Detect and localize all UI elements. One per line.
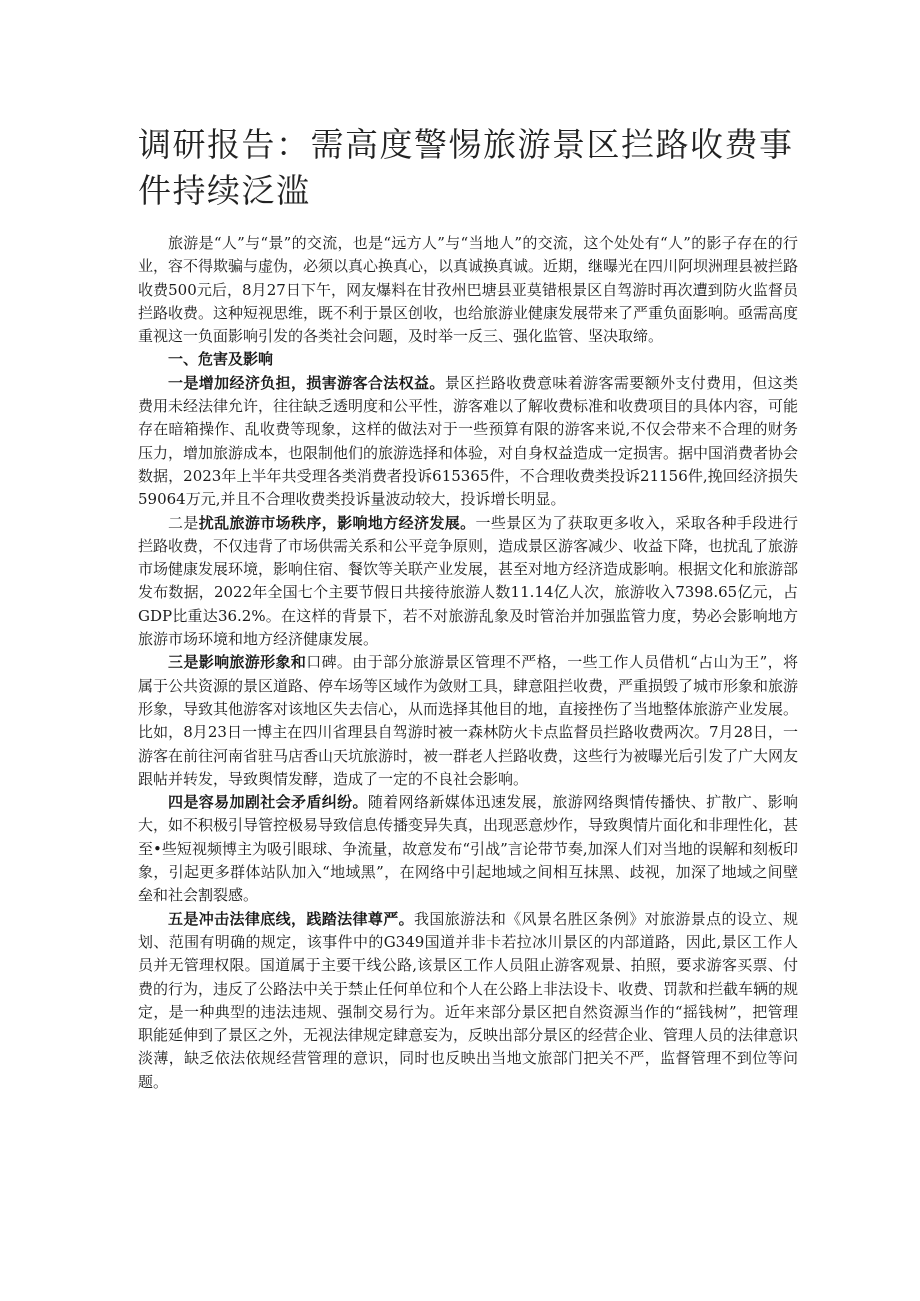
point-text: 景区拦路收费意味着游客需要额外支付费用，但这类费用未经法律允许，往往缺乏透明度和公平性，游客难以了解收费标准和收费项目的具体内容，可能存在暗箱操作、乱收费等现象，这样的做法对于一些预算有限的游客来说,不仅会带来不合理的财务压力，增加旅游成本，也限制他们的旅游选择和体验，对自身权益造成一定损害。据中国消费者协会数据，2023年上半年共受理各类消费者投诉615365件，不合理收费类投诉21156件,挽回经济损失59064万元,并且不合理收费类投诉量波动较大，投诉增长明显。 xyxy=(138,373,799,509)
point-lead-prefix: 二是 xyxy=(168,513,199,532)
point-paragraph-2 xyxy=(138,512,798,652)
point-paragraph-4 xyxy=(138,791,798,907)
point-text: 一些景区为了获取更多收入，采取各种手段进行拦路收费，不仅违背了市场供需关系和公平竞争原则，造成景区游客减少、收益下降，也扰乱了旅游市场健康发展环境，影响住宿、餐饮等关联产业发展，甚至对地方经济造成影响。根据文化和旅游部发布数据，2022年全国七个主要节假日共接待旅游人数11.14亿人次，旅游收入7398.65亿元，占GDP比重达36.2%。在这样的背景下，若不对旅游乱象及时管治并加强监管力度，势必会影响地方旅游市场环境和地方经济健康发展。 xyxy=(138,513,799,649)
point-paragraph-3 xyxy=(138,651,798,791)
point-lead-suffix: 口碑。 xyxy=(306,653,353,672)
document-body xyxy=(138,232,798,1094)
point-lead: 一是增加经济负担，损害游客合法权益。 xyxy=(168,373,445,392)
point-paragraph-5 xyxy=(138,908,798,1094)
point-lead: 五是冲击法律底线，践踏法律尊严。 xyxy=(168,909,414,928)
point-lead: 四是容易加剧社会矛盾纠纷。 xyxy=(168,793,368,812)
point-text: 由于部分旅游景区管理不严格，一些工作人员借机“占山为王”，将属于公共资源的景区道路、停车场等区域作为敛财工具，肆意阻拦收费，严重损毁了城市形象和旅游形象，导致其他游客对该地区失去信心，从而选择其他目的地，直接挫伤了当地整体旅游产业发展。比如，8月23日一博主在四川省理县自驾游时被一森林防火卡点监督员拦路收费两次。7月28日，一游客在前往河南省驻马店香山天坑旅游时，被一群老人拦路收费，这些行为被曝光后引发了广大网友跟帖并转发，导致舆情发酵，造成了一定的不良社会影响。 xyxy=(138,653,799,788)
point-lead: 扰乱旅游市场秩序，影响地方经济发展。 xyxy=(198,513,476,532)
section-heading: 一、危害及影响 xyxy=(168,350,274,369)
point-text: 随着网络新媒体迅速发展，旅游网络舆情传播快、扩散广、影响大，如不积极引导管控极易导致信息传播变异失真，出现恶意炒作，导致舆情片面化和非理性化，甚至•些短视频博主为吸引眼球、争流量，故意发布“引战”言论带节奏,加深人们对当地的误解和刻板印象，引起更多群体站队加入“地域黑”，在网络中引起地域之间相互抹黑、歧视，加深了地域之间壁垒和社会割裂感。 xyxy=(138,793,799,905)
intro-paragraph: 旅游是“人”与“景”的交流，也是“远方人”与“当地人”的交流，这个处处有“人”的影子存在的行业，容不得欺骗与虚伪，必须以真心换真心，以真诚换真诚。近期，继曝光在四川阿坝洲理县被拦路收费500元后，8月27日下午，网友爆料在甘孜州巴塘县亚莫错根景区自驾游时再次遭到防火监督员拦路收费。这种短视思维，既不利于景区创收，也给旅游业健康发展带来了严重负面影响。亟需高度重视这一负面影响引发的各类社会问题，及时举一反三、强化监管、坚决取缔。 xyxy=(138,234,799,346)
point-paragraph-1 xyxy=(138,372,798,512)
document-title: 调研报告：需高度警惕旅游景区拦路收费事件持续泛滥 xyxy=(138,125,794,210)
point-text: 我国旅游法和《风景名胜区条例》对旅游景点的设立、规划、范围有明确的规定，该事件中的G349国道并非卡若拉冰川景区的内部道路，因此,景区工作人员并无管理权限。国道属于主要干线公路,该景区工作人员阻止游客观景、拍照，要求游客买票、付费的行为，违反了公路法中关于禁止任何单位和个人在公路上非法设卡、收费、罚款和拦截车辆的规定，是一种典型的违法违规、强制交易行为。近年来部分景区把自然资源当作的“摇钱树”，把管理职能延伸到了景区之外，无视法律规定肆意妄为，反映出部分景区的经营企业、管理人员的法律意识淡薄，缺乏依法依规经营管理的意识，同时也反映出当地文旅部门把关不严，监督管理不到位等问题。 xyxy=(138,909,799,1091)
point-lead: 三是影响旅游形象和 xyxy=(168,653,307,672)
